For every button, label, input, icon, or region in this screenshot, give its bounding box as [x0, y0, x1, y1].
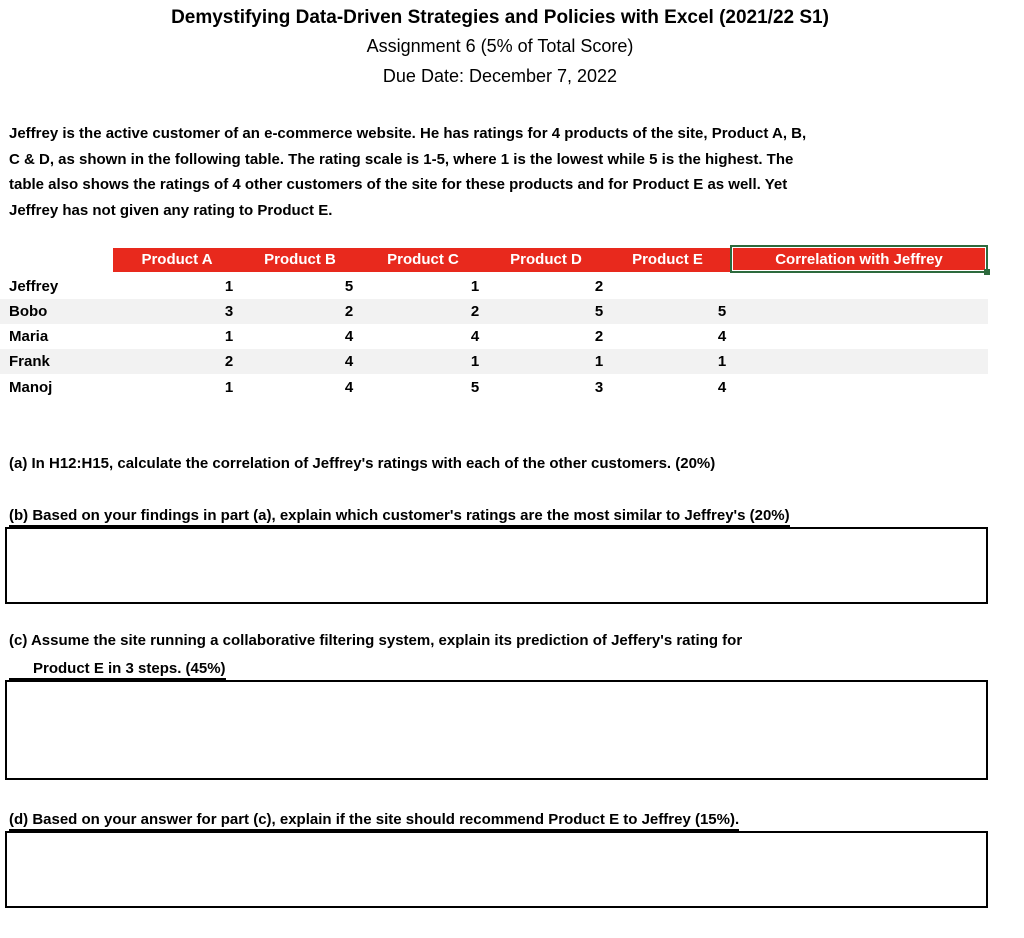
answer-box-d[interactable] — [5, 831, 988, 908]
table-row — [0, 375, 988, 400]
header-correlation-label: Correlation with Jeffrey — [732, 247, 986, 271]
intro-line: C & D, as shown in the following table. The rating scale is 1-5, where 1 is the lowest while 5 is the highest. The — [9, 150, 794, 168]
rating-cell[interactable]: 1 — [470, 278, 480, 295]
table-row — [0, 299, 988, 324]
question-b: (b) Based on your findings in part (a), explain which customer's ratings are the most similar to Jeffrey's (20%) — [9, 507, 790, 527]
intro-paragraph — [9, 121, 909, 223]
answer-box-c[interactable] — [5, 680, 988, 780]
document-title: Demystifying Data-Driven Strategies and Policies with Excel (2021/22 S1) — [171, 7, 829, 28]
rating-cell[interactable]: 4 — [717, 379, 727, 396]
rating-cell[interactable]: 5 — [717, 303, 727, 320]
rating-cell[interactable]: 5 — [470, 379, 480, 396]
rating-cell[interactable]: 4 — [717, 328, 727, 345]
rating-cell[interactable]: 1 — [717, 353, 727, 370]
intro-line: Jeffrey is the active customer of an e-commerce website. He has ratings for 4 products of the site, Product A, B, — [9, 125, 807, 142]
header-product-b[interactable]: Product B — [264, 251, 336, 268]
header-product-e[interactable]: Product E — [632, 251, 703, 268]
row-name[interactable]: Jeffrey — [9, 278, 59, 295]
rating-cell[interactable]: 1 — [224, 379, 234, 396]
assignment-subtitle: Assignment 6 (5% of Total Score) — [366, 36, 634, 56]
table-row — [0, 349, 988, 374]
rating-cell[interactable]: 5 — [344, 278, 354, 295]
question-c-line2: Product E in 3 steps. (45%) — [9, 660, 226, 680]
rating-cell[interactable]: 4 — [344, 379, 354, 396]
table-row — [0, 274, 988, 299]
intro-line: table also shows the ratings of 4 other customers of the site for these products and for Product E as well. Yet — [9, 176, 788, 193]
table-row — [0, 324, 988, 349]
rating-cell[interactable]: 2 — [594, 328, 604, 345]
rating-cell[interactable]: 1 — [224, 278, 234, 295]
rating-cell[interactable] — [712, 274, 732, 299]
header-product-a[interactable]: Product A — [141, 251, 213, 268]
rating-cell[interactable]: 5 — [594, 303, 604, 320]
row-name[interactable]: Maria — [9, 328, 49, 345]
row-name[interactable]: Bobo — [9, 303, 48, 320]
question-c: (c) Assume the site running a collaborative filtering system, explain its prediction of Jeffery's rating for — [9, 632, 743, 649]
rating-cell[interactable]: 2 — [470, 303, 480, 320]
question-d: (d) Based on your answer for part (c), explain if the site should recommend Product E to Jeffrey (15%). — [9, 811, 739, 831]
rating-cell[interactable]: 2 — [594, 278, 604, 295]
rating-cell[interactable]: 2 — [344, 303, 354, 320]
intro-line: Jeffrey has not given any rating to Product E. — [9, 201, 333, 219]
header-product-d[interactable]: Product D — [510, 251, 582, 268]
row-name[interactable]: Frank — [9, 353, 50, 370]
rating-cell[interactable]: 3 — [594, 379, 604, 396]
header-product-c[interactable]: Product C — [387, 251, 459, 268]
rating-cell[interactable]: 4 — [344, 328, 354, 345]
rating-cell[interactable]: 1 — [594, 353, 604, 370]
rating-cell[interactable]: 3 — [224, 303, 234, 320]
rating-cell[interactable]: 1 — [470, 353, 480, 370]
row-name[interactable]: Manoj — [9, 379, 53, 396]
rating-cell[interactable]: 4 — [470, 328, 480, 345]
due-date: Due Date: December 7, 2022 — [382, 66, 618, 86]
rating-cell[interactable]: 2 — [224, 353, 234, 370]
rating-cell[interactable]: 4 — [344, 353, 354, 370]
rating-cell[interactable]: 1 — [224, 328, 234, 345]
question-a: (a) In H12:H15, calculate the correlation of Jeffrey's ratings with each of the other customers. (20%) — [9, 455, 716, 472]
answer-box-b[interactable] — [5, 527, 988, 604]
header-correlation-selected-cell[interactable] — [730, 245, 988, 273]
